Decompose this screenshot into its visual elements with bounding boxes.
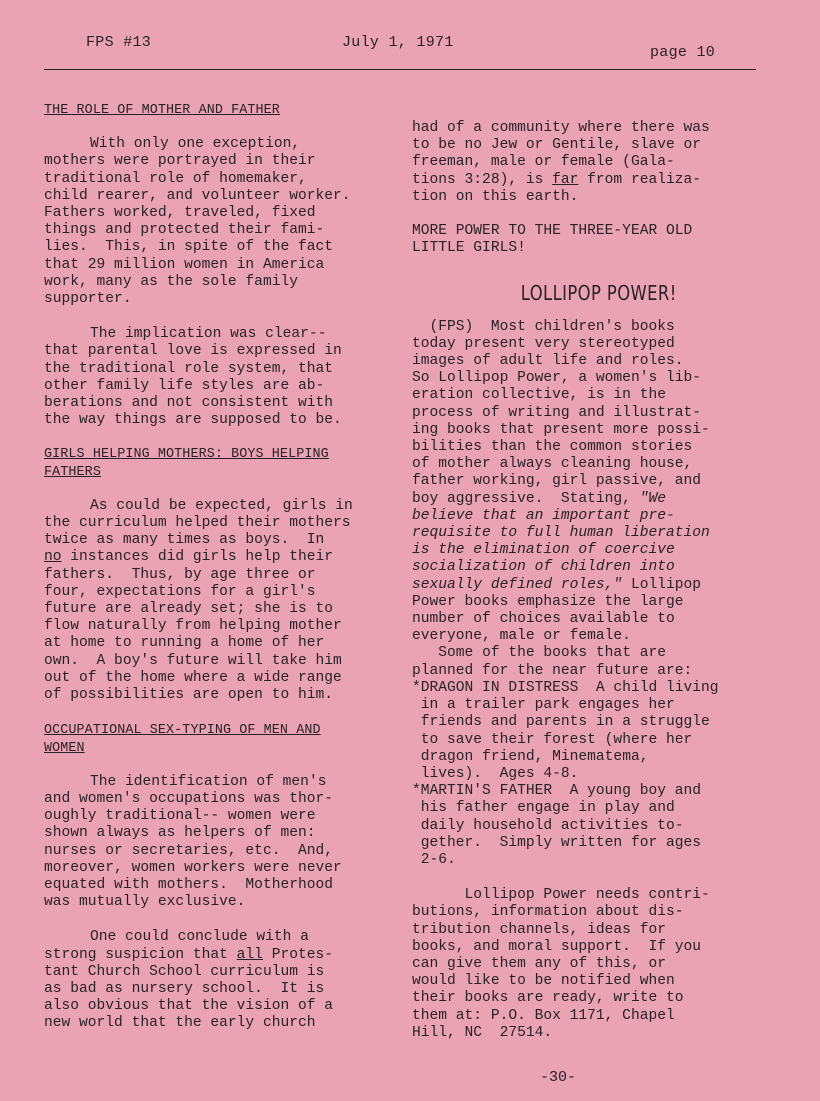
section-heading-girls-helping: GIRLS HELPING MOTHERS: BOYS HELPING FATHERS: [44, 447, 329, 480]
issue-number: FPS #13: [86, 34, 152, 51]
emphasis-all: all: [236, 946, 263, 963]
paragraph-curriculum-part1: As could be expected, girls in the curriculum helped their mothers twice as many times as boys. In: [44, 497, 353, 549]
article-title: LOLLIPOP POWER!: [520, 281, 677, 306]
paragraph-galatians: [412, 120, 774, 206]
issue-date: July 1, 1971: [342, 34, 454, 51]
paragraph-occupations: The identification of men's and women's occupations was thor- oughly traditional-- women were shown always as helpers of men: nurses or secretaries, etc. And, moreover, women workers were never equated with mothers. Motherhood was mutually exclusive.: [44, 773, 342, 911]
paragraph-lollipop-part2: Lollipop Power books emphasize the large number of choices available to everyone, male or female.: [412, 576, 702, 645]
paragraph-lollipop-intro: [412, 319, 774, 646]
header-rule: [44, 69, 756, 70]
right-column: [412, 120, 774, 1042]
page-label: page 10: [650, 44, 716, 61]
slogan-more-power: MORE POWER TO THE THREE-YEAR OLD LITTLE GIRLS!: [412, 223, 693, 257]
paragraph-implication: The implication was clear-- that parental love is expressed in the traditional role system, that other family life styles are ab- berations and not consistent with the way things are supposed to be.: [44, 326, 342, 429]
emphasis-no: no: [44, 549, 62, 566]
paragraph-contributions: Lollipop Power needs contri- butions, information about dis- tribution channels, ideas for books, and moral support. If you can give them any of this, or would like to be notified when their books are ready, write to them at: P.O. Box 1171, Chapel Hill, NC 27514.: [412, 887, 710, 1041]
paragraph-conclusion-part2: Protes- tant Church School curriculum is as bad as nursery school. It is also obvious that the vision of a new world that the early church: [44, 946, 334, 1032]
paragraph-role: With only one exception, mothers were portrayed in their traditional role of homemaker, child rearer, and volunteer worker. Fathers worked, traveled, fixed things and protected their fami- lies. This, in spite of the fact that 29 million women in America work, many as the sole family supporter.: [44, 136, 351, 308]
paragraph-galatians-part2: from realiza- tion on this earth.: [412, 171, 702, 205]
paragraph-conclusion-part1: One could conclude with a strong suspicion that: [44, 929, 309, 963]
paragraph-galatians-part1: had of a community where there was to be no Jew or Gentile, slave or freeman, male or female (Gala- tions 3:28), is: [412, 120, 710, 188]
section-heading-role: THE ROLE OF MOTHER AND FATHER: [44, 103, 280, 118]
page-number: -30-: [540, 1069, 577, 1086]
section-heading-occupational: OCCUPATIONAL SEX-TYPING OF MEN AND WOMEN: [44, 723, 321, 756]
book-list: Some of the books that are planned for the near future are: *DRAGON IN DISTRESS A child living in a trailer park engages her friends and parents in a struggle to save their forest (where her dragon friend, Minematema, lives). Ages 4-8. *MARTIN'S FATHER A young boy and his father engage in play and daily household activities to- gether. Simply written for ages 2-6.: [412, 645, 719, 868]
paragraph-curriculum: [44, 498, 394, 704]
quotation-italic: "We believe that an important pre- requisite to full human liberation is the elimination of coercive socialization of children into sexually defined roles,": [412, 490, 710, 593]
emphasis-far: far: [552, 171, 579, 188]
left-column: [44, 102, 394, 1033]
paragraph-curriculum-part2: instances did girls help their fathers. Thus, by age three or four, expectations for a girl's future are already set; she is to flow naturally from helping mother at home to running a home of her own. A boy's future will take him out of the home where a wide range of possibilities are open to him.: [44, 549, 342, 704]
paragraph-lollipop-part1: (FPS) Most children's books today present very stereotyped images of adult life and roles. So Lollipop Power, a women's lib- eration collective, is in the process of writing and illustrat- ing books that present more possi- bilities than the common stories of mother always cleaning house, father working, girl passive, and boy aggressive. Stating,: [412, 318, 710, 507]
paragraph-conclusion: [44, 929, 394, 1032]
